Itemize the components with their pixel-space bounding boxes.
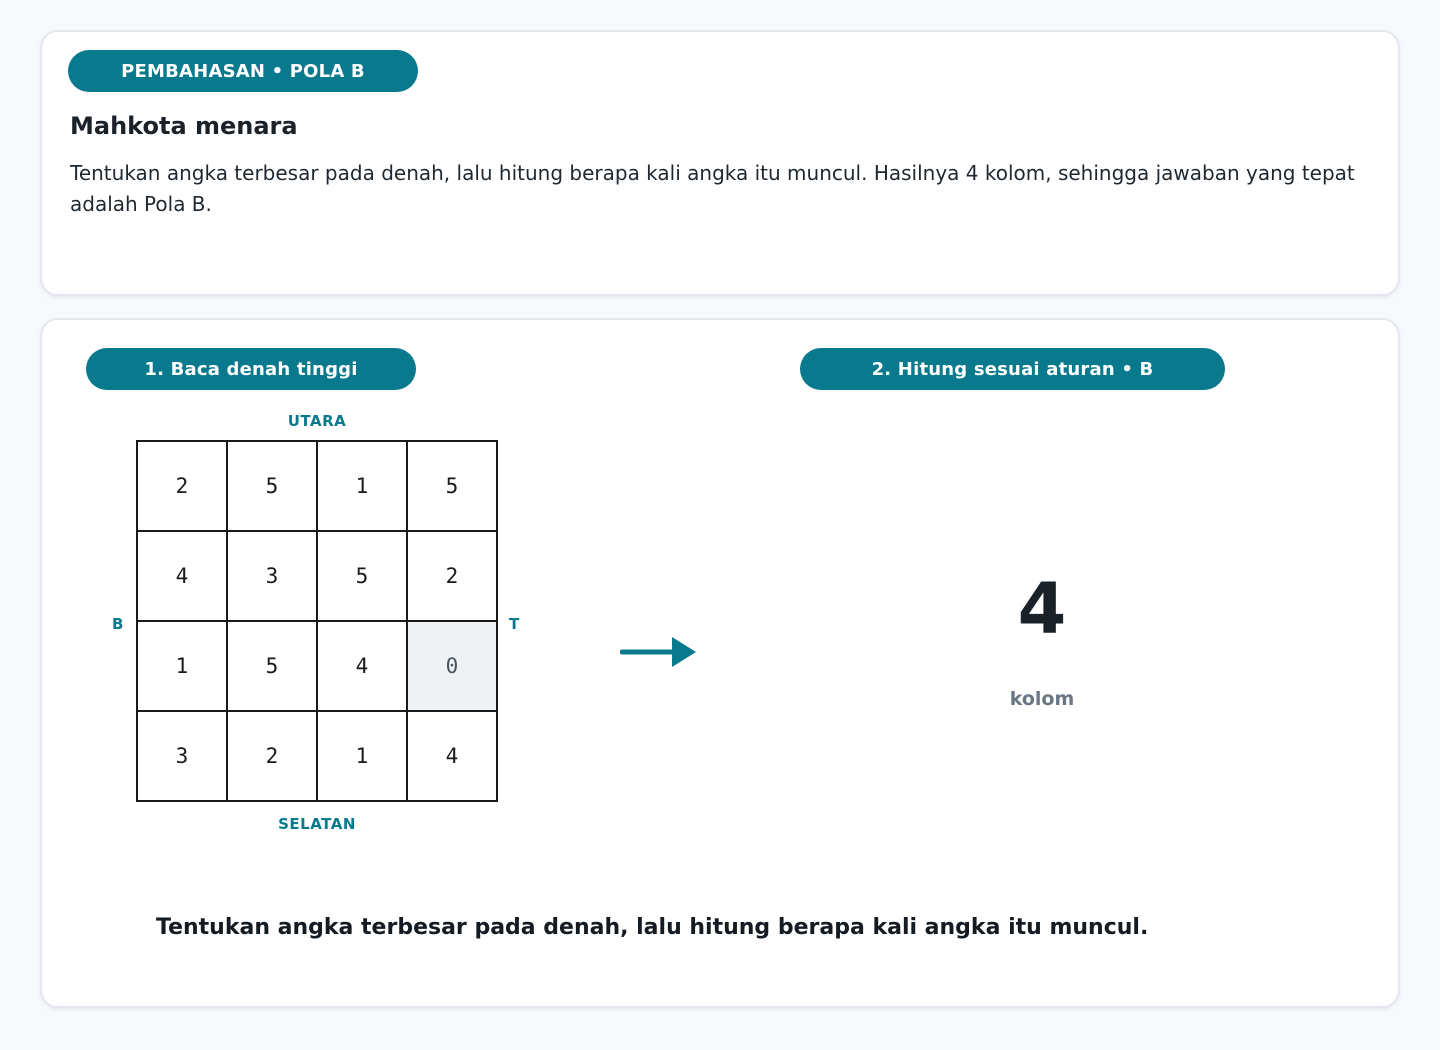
instruction-text: Tentukan angka terbesar pada denah, lalu hitung berapa kali angka itu muncul. <box>156 915 1149 940</box>
explanation-card <box>40 30 1400 296</box>
grid-cell: 5 <box>227 441 317 531</box>
grid-cell: 3 <box>137 711 227 801</box>
grid-cell: 4 <box>137 531 227 621</box>
compass-north-label: UTARA <box>287 412 347 430</box>
compass-east-label: T <box>509 615 520 633</box>
step-1-label: 1. Baca denah tinggi <box>86 348 416 390</box>
grid-cell: 2 <box>227 711 317 801</box>
grid-cell: 4 <box>407 711 497 801</box>
grid-cell: 0 <box>407 621 497 711</box>
grid-cell: 5 <box>317 531 407 621</box>
grid-cell: 3 <box>227 531 317 621</box>
grid-cell: 1 <box>137 621 227 711</box>
height-map-grid <box>136 440 498 802</box>
grid-cell: 1 <box>317 711 407 801</box>
result-value: 4 <box>1017 568 1067 650</box>
grid-cell: 5 <box>227 621 317 711</box>
discussion-badge: PEMBAHASAN • POLA B <box>68 50 418 92</box>
puzzle-title: Mahkota menara <box>70 112 298 140</box>
result-unit: kolom <box>1009 688 1075 710</box>
right-arrow-icon <box>620 634 700 670</box>
grid-cell: 2 <box>407 531 497 621</box>
grid-cell: 1 <box>317 441 407 531</box>
grid-cell: 5 <box>407 441 497 531</box>
compass-west-label: B <box>112 615 124 633</box>
compass-south-label: SELATAN <box>278 815 356 833</box>
grid-cell: 2 <box>137 441 227 531</box>
grid-cell: 4 <box>317 621 407 711</box>
step-2-label: 2. Hitung sesuai aturan • B <box>800 348 1225 390</box>
explanation-text: Tentukan angka terbesar pada denah, lalu hitung berapa kali angka itu muncul. Hasilnya 4 kolom, sehingga jawaban yang tepat adalah Pola B. <box>70 161 1355 216</box>
solution-card <box>40 318 1400 1008</box>
